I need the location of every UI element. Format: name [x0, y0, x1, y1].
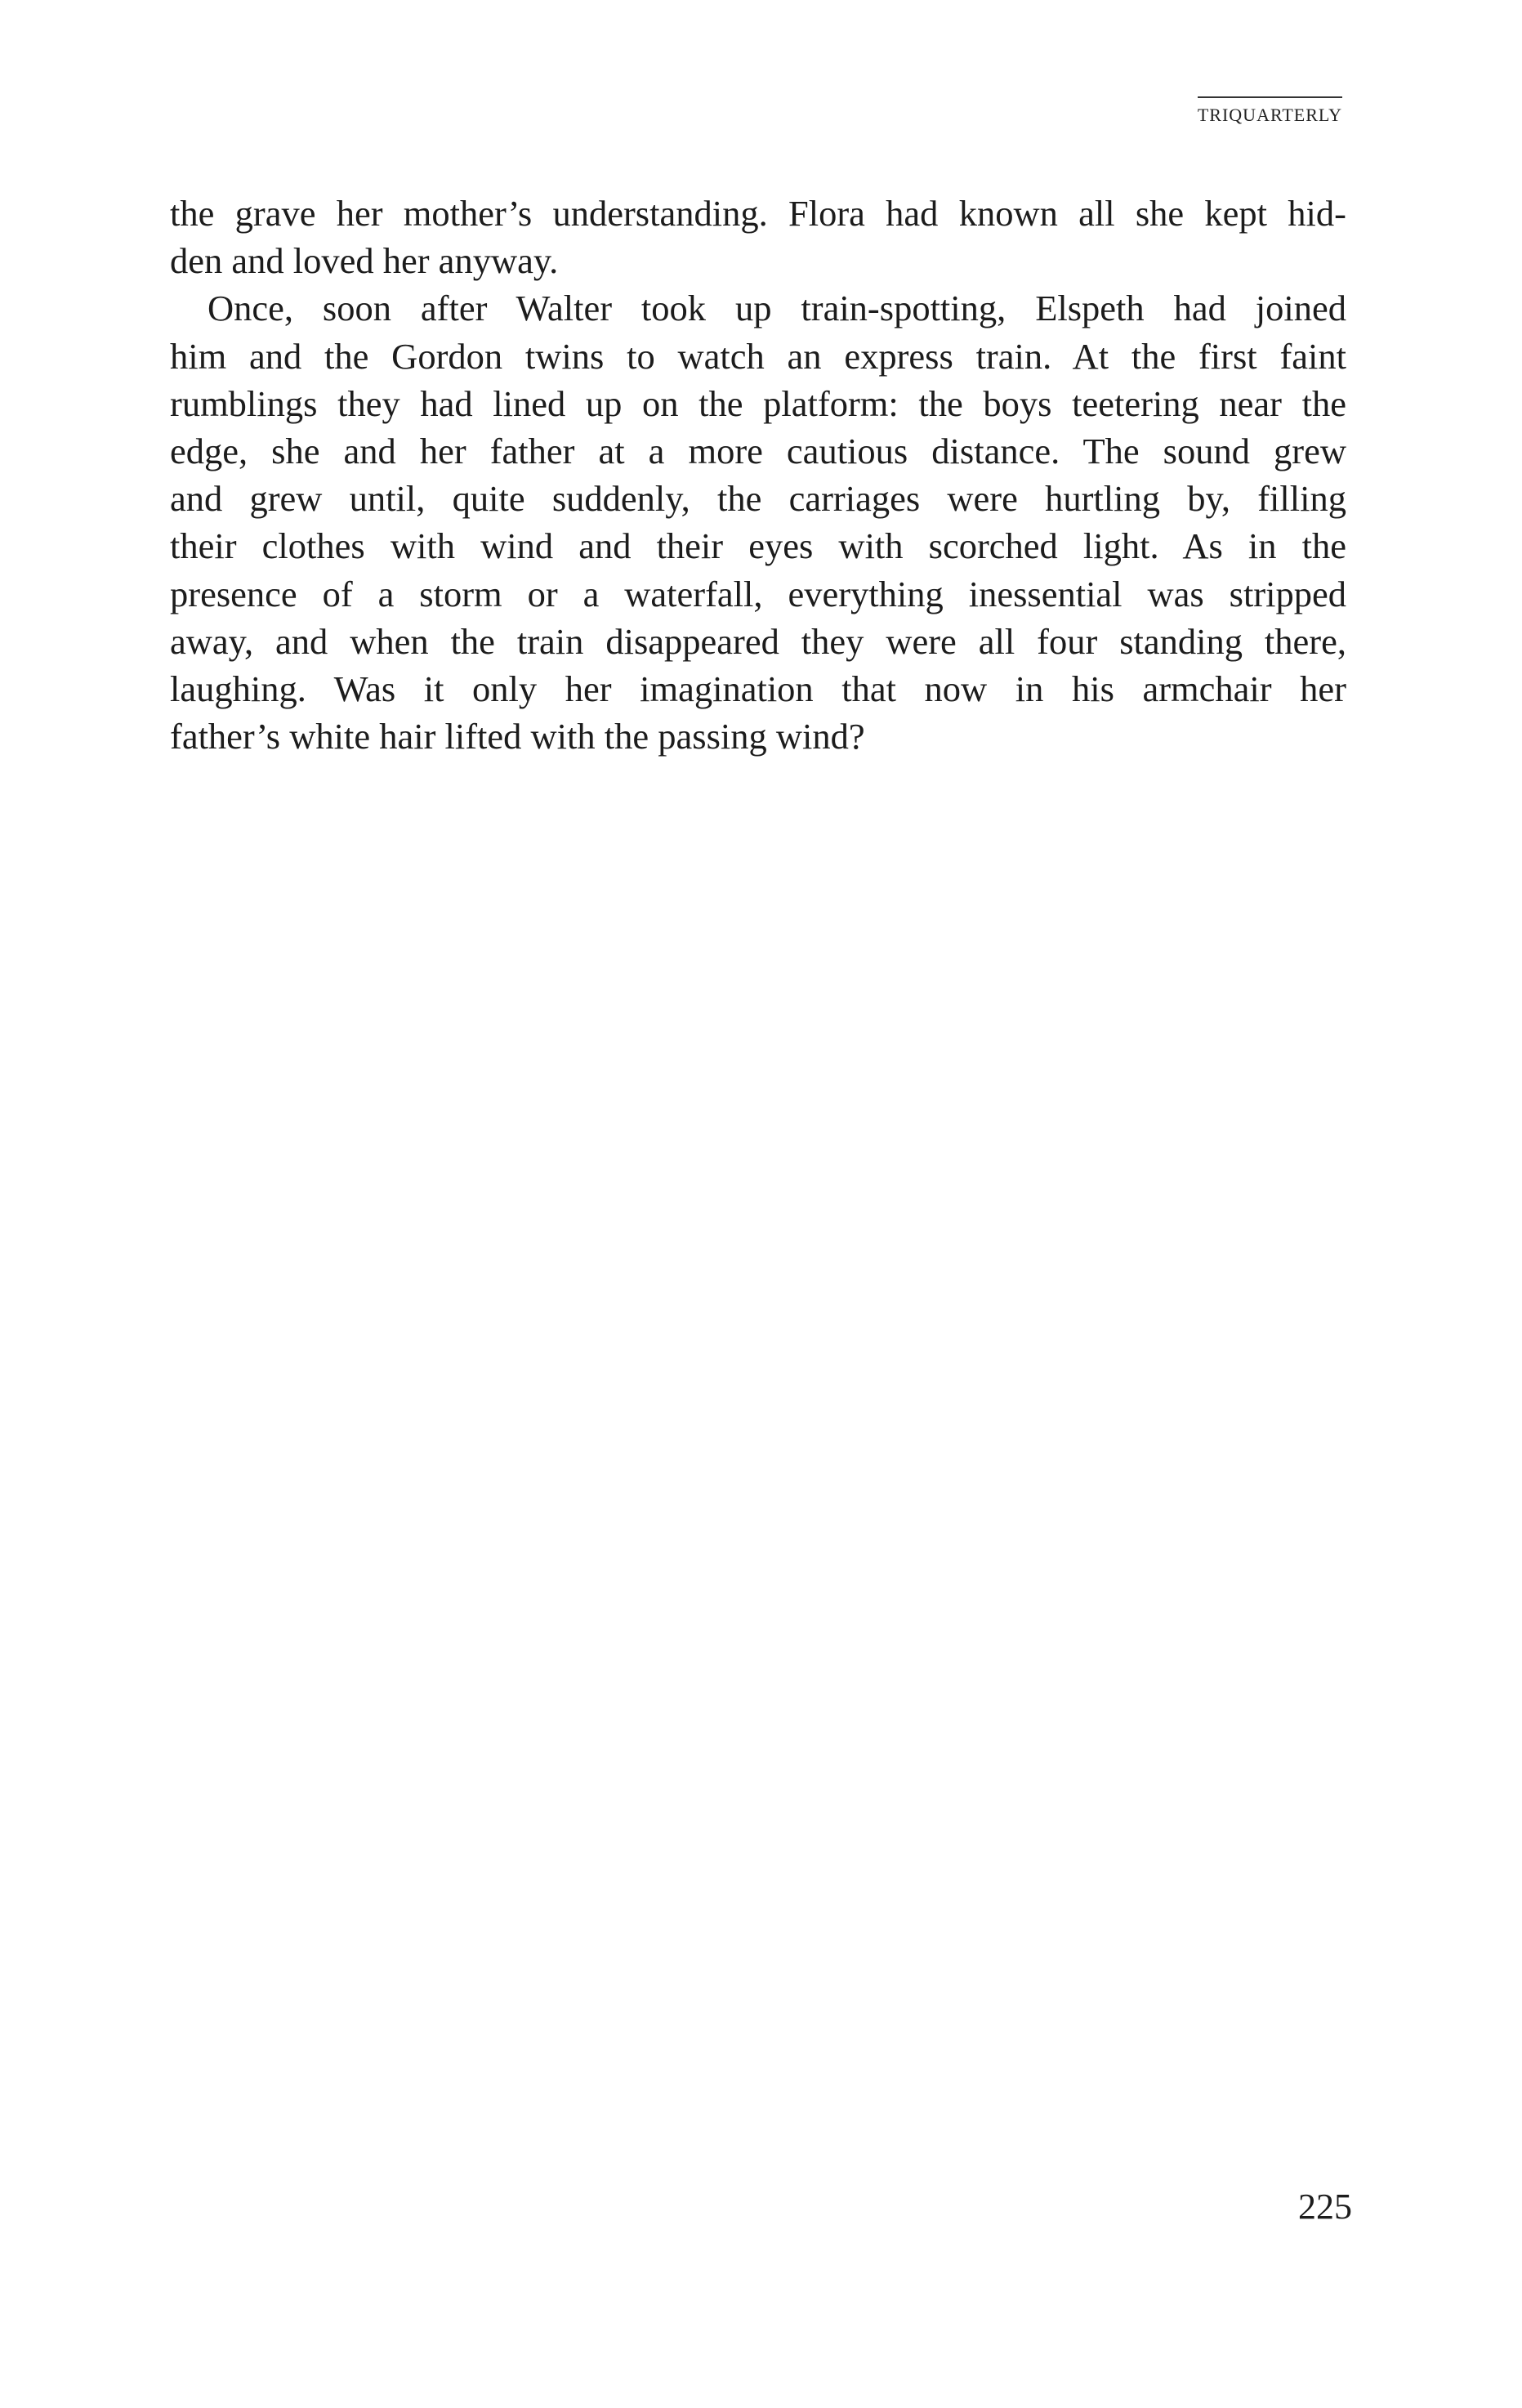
body-text: [170, 190, 1346, 760]
text-line: the grave her mother’s understanding. Flora had known all she kept hid-: [170, 193, 1346, 234]
running-head-title: TRIQUARTERLY: [1197, 105, 1342, 125]
text-line: presence of a storm or a waterfall, everything inessential was stripped: [170, 573, 1346, 614]
text-line: Once, soon after Walter took up train-spotting, Elspeth had joined: [208, 288, 1346, 329]
text-line: edge, she and her father at a more cautious distance. The sound grew: [170, 431, 1346, 472]
text-line: laughing. Was it only her imagination that now in his armchair her: [170, 668, 1346, 710]
text-line: him and the Gordon twins to watch an express train. At the first faint: [170, 335, 1346, 377]
text-line: and grew until, quite suddenly, the carriages were hurtling by, filling: [170, 478, 1346, 520]
text-line: den and loved her anyway.: [170, 240, 559, 282]
text-line: father’s white hair lifted with the passing wind?: [170, 716, 865, 757]
page-number: 225: [1298, 2187, 1352, 2227]
running-head: [1198, 96, 1342, 126]
text-line: rumblings they had lined up on the platform: the boys teetering near the: [170, 382, 1346, 424]
text-line: their clothes with wind and their eyes with scorched light. As in the: [170, 525, 1346, 567]
text-line: away, and when the train disappeared they were all four standing there,: [170, 620, 1346, 662]
